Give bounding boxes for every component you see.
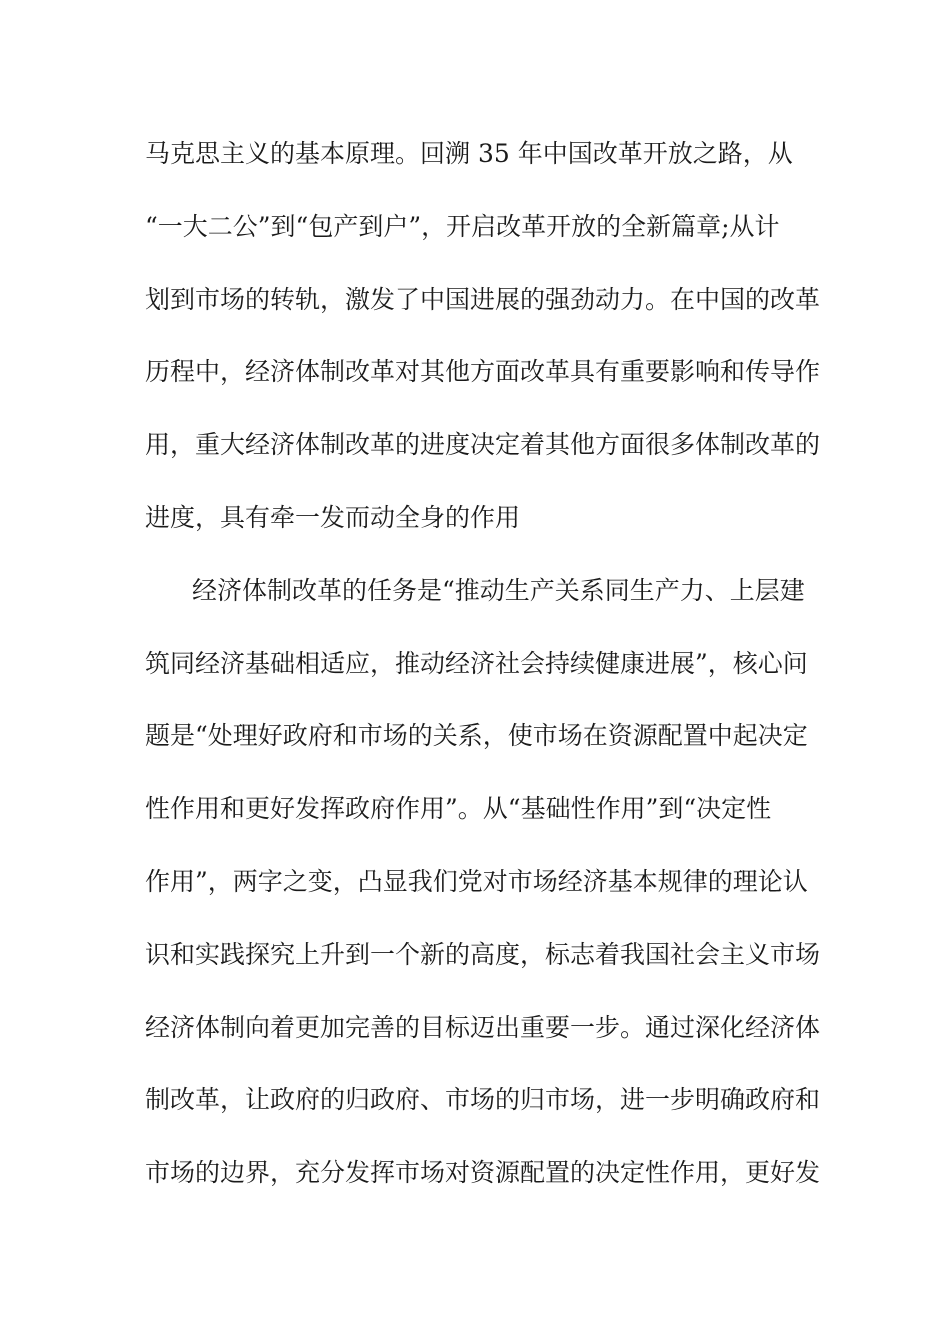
text-line: 市场的边界，充分发挥市场对资源配置的决定性作用，更好发 [145,1158,821,1188]
text-line: 经济体制向着更加完善的目标迈出重要一步。通过深化经济体 [145,1012,821,1042]
text-line: 划到市场的转轨，激发了中国进展的强劲动力。在中国的改革 [145,284,821,314]
paragraph-first-line: 经济体制改革的任务是“推动生产关系同生产力、上层建 [192,575,805,605]
text-line: 制改革，让政府的归政府、市场的归市场，进一步明确政府和 [145,1085,821,1115]
text-line: 历程中，经济体制改革对其他方面改革具有重要影响和传导作 [145,357,821,387]
text-line: 进度，具有牵一发而动全身的作用 [145,502,521,532]
text-line: 用，重大经济体制改革的进度决定着其他方面很多体制改革的 [145,430,821,460]
text-line: 马克思主义的基本原理。回溯 35 年中国改革开放之路，从 [145,139,793,168]
text-line: “一大二公”到“包产到户”，开启改革开放的全新篇章;从计 [145,211,780,241]
text-line: 题是“处理好政府和市场的关系，使市场在资源配置中起决定 [145,721,808,751]
text-line: 识和实践探究上升到一个新的高度，标志着我国社会主义市场 [145,939,821,969]
text-line: 性作用和更好发挥政府作用”。从“基础性作用”到“决定性 [145,794,772,824]
text-line: 作用”，两字之变，凸显我们党对市场经济基本规律的理论认 [145,866,808,896]
document-body [145,130,821,1222]
text-line: 筑同经济基础相适应，推动经济社会持续健康进展”，核心问 [145,648,808,678]
